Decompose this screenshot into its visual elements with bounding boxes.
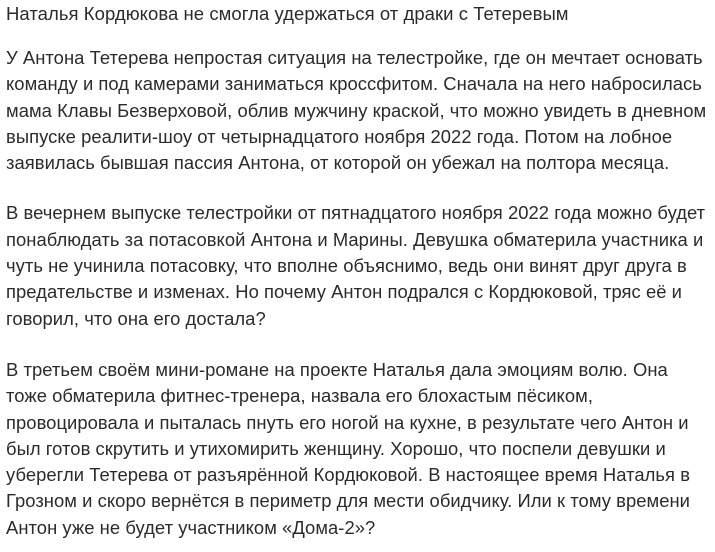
- article-paragraph-2: В вечернем выпуске телестройки от пятнадцатого ноября 2022 года можно будет понаблюдать за потасовкой Антона и Марины. Девушка обматерила участника и чуть не учинила потасовку, что вполне объяснимо, ведь они винят друг друга в предательстве и изменах. Но почему Антон подрался с Кордюковой, тряс её и говорил, что она его достала?: [6, 202, 706, 329]
- article-paragraph-1: У Антона Тетерева непростая ситуация на телестройке, где он мечтает основать команду и под камерами заниматься кроссфитом. Сначала на него набросилась мама Клавы Безверховой, облив мужчину краской, что можно увидеть в дневном выпуске реалити-шоу от четырнадцатого ноября 2022 года. Потом на лобное заявилась бывшая пассия Антона, от которой он убежал на полтора месяца.: [6, 47, 707, 174]
- article-paragraph-3: В третьем своём мини-романе на проекте Наталья дала эмоциям волю. Она тоже обматерила фитнес-тренера, назвала его блохастым пёсиком, провоцировала и пыталась пнуть его ногой на кухне, в результате чего Антон и был готов скрутить и утихомирить женщину. Хорошо, что поспели девушки и уберегли Тетерева от разъярённой Кордюковой. В настоящее время Наталья в Грозном и скоро вернётся в периметр для мести обидчику. Или к тому времени Антон уже не будет участником «Дома-2»?: [6, 358, 691, 538]
- article-title: Наталья Кордюкова не смогла удержаться от драки с Тетеревым: [6, 3, 569, 24]
